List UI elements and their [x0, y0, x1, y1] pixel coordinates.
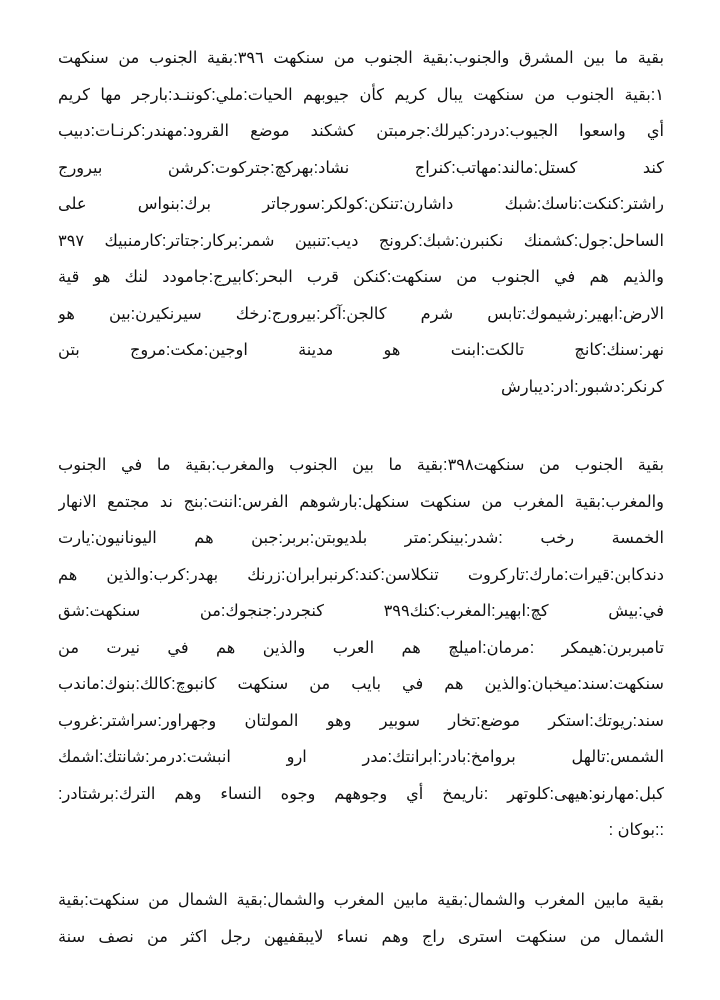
paragraph-line: كرنكر:دشبور:ادر:ديبارش: [501, 377, 664, 396]
paragraph-line: ١:بقية الجنوب من سنكهت يبال كريم كأن جيوبهم الحيات:ملي:كوننـد:بارجر مها كريم: [58, 85, 664, 104]
paragraph-line: دندكابن:قيرات:مارك:تاركروت تنكلاسن:كند:كرنبرابران:زرنك بهدر:كرب:والذين هم: [58, 565, 664, 584]
paragraph-line: تامبربرن:هيمكر :مرمان:اميلچ هم العرب والذين هم في نيرت من: [58, 638, 664, 657]
paragraph-line: سند:ريوتك:استكر موضع:تخار سوبير وهو المولتان وجهراور:سراشتر:غروب: [58, 711, 664, 730]
paragraph-line: كند كستل:مالند:مهاتب:كنراج نشاد:بهركچ:جتركوت:كرشن بيرورج: [58, 158, 664, 177]
paragraph-line: الخمسة رخب :شدر:بينكر:متر بلديوبتن:بربر:جبن هم اليونانيون:يارت: [58, 529, 664, 547]
paragraph-line: أي واسعوا الجيوب:دردر:كيرلك:جرمبتن كشكند موضع القرود:مهندر:كرنـات:دبيب: [58, 122, 664, 140]
paragraph-line: نهر:سنك:كانچ تالكت:ابنت هو مدينة اوجين:مكت:مروج بتن: [58, 341, 664, 359]
paragraph-line: راشتر:كنكت:ناسك:شبك داشارن:تنكن:كولكر:سورجاتر برك:بنواس على: [58, 195, 664, 213]
paragraph-line: الشمس:تالهل بروامخ:بادر:ابرانتك:مدر ارو انبشت:درمر:شانتك:اشمك: [58, 748, 664, 766]
paragraph-line: الشمال من سنكهت استرى راج وهم نساء لايبقفيهن رجل اكثر من نصف سنة: [58, 927, 664, 946]
paragraph-line: الساحل:جول:كشمنك نكنبرن:شبك:كرونج ديب:تنبين شمر:بركار:جتاتر:كارمنبيك ٣٩٧: [58, 231, 664, 250]
paragraph-line: كبل:مهارنو:هيهى:كلوتهر :ناريمخ أي وجوههم وجوه النساء وهم الترك:برشتادر:: [58, 784, 664, 803]
paragraph-line: الارض:ابهير:رشيموك:تابس شرم كالجن:آكر:بيرورج:رخك سيرنكيرن:بين هو: [58, 304, 664, 323]
paragraph-line: ::بوكان :: [608, 821, 664, 839]
paragraph-line: بقية ما بين المشرق والجنوب:بقية الجنوب من سنكهت ٣٩٦:بقية الجنوب من سنكهت: [58, 49, 664, 67]
paragraph-line: بقية الجنوب من سنكهت٣٩٨:بقية ما بين الجنوب والمغرب:بقية ما في الجنوب: [58, 456, 664, 474]
paragraph-3: [58, 882, 664, 955]
paragraph-1: [58, 40, 664, 405]
paragraph-line: والمغرب:بقية المغرب من سنكهت سنكهل:بارشوهم الفرس:اننت:بنج ند مجتمع الانهار: [58, 492, 664, 511]
paragraph-2: [58, 447, 664, 849]
paragraph-line: بقية مابين المغرب والشمال:بقية مابين المغرب والشمال:بقية الشمال من سنكهت:بقية: [58, 891, 664, 909]
paragraph-line: والذيم هم في الجنوب من سنكهت:كنكن قرب البحر:كابيرج:جامودد لنك هو قية: [58, 268, 664, 286]
paragraph-line: سنكهت:سند:ميخبان:والذين هم في بايب من سنكهت كانبوچ:كالك:بنوك:ماندب: [58, 675, 664, 693]
paragraph-line: في:بيش كچ:ابهير:المغرب:كنك٣٩٩ كنجردر:جنجوك:من سنكهت:شق: [58, 602, 664, 620]
